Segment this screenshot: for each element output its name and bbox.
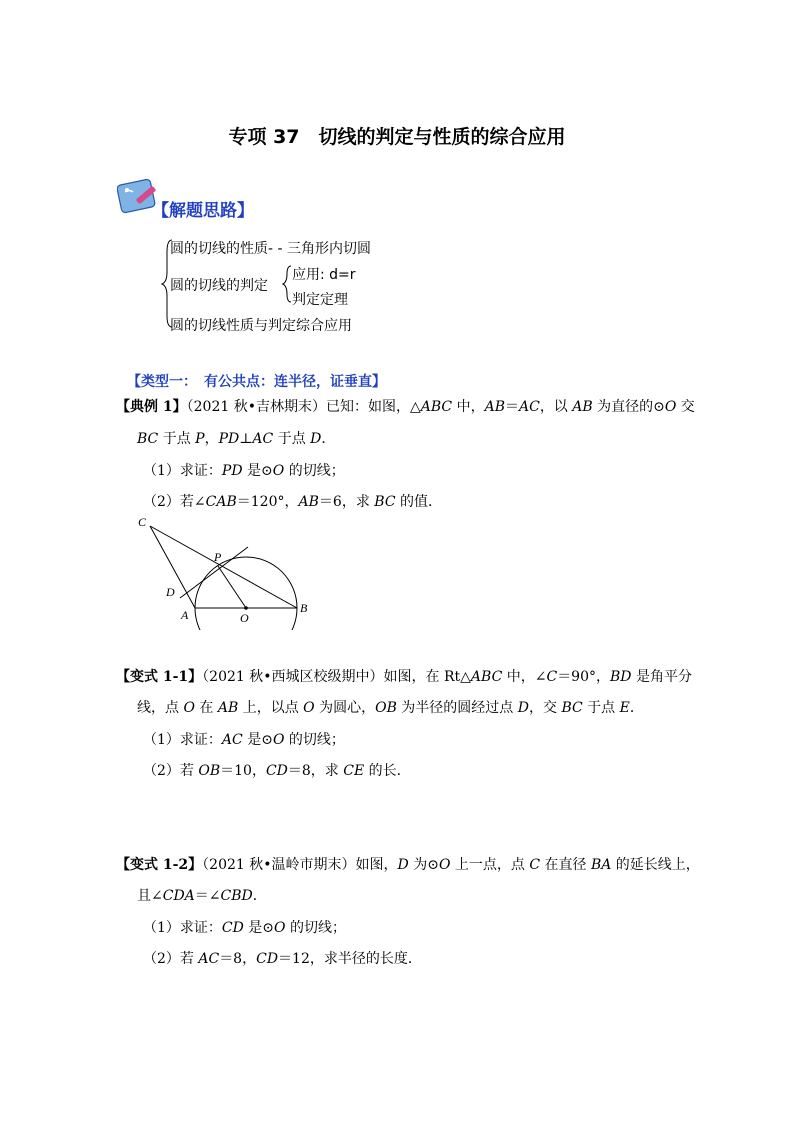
- variant-tag: 【变式 1-1】: [116, 669, 203, 685]
- mindmap-item-2: 圆的切线的判定: [170, 278, 268, 294]
- label-o: O: [240, 611, 249, 625]
- logo-label: 【解题思路】: [152, 201, 254, 221]
- example-1-question-2: （2）若∠CAB＝120°，AB＝6，求 BC 的值．: [143, 494, 442, 510]
- variant-1-2-question-2: （2）若 AC＝8，CD＝12，求半径的长度．: [143, 951, 422, 967]
- pencil-paper-icon: [117, 179, 156, 213]
- label-p: P: [214, 550, 222, 564]
- variant-1-1-line-2: 线，点 O 在 AB 上，以点 O 为圆心，OB 为半径的圆经过点 D，交 BC 于点 E．: [137, 700, 644, 716]
- example-1-line-2: BC 于点 P，PD⊥AC 于点 D．: [137, 431, 336, 447]
- geometry-figure: [132, 510, 322, 630]
- variant-1-2-line-1: 【变式 1-2】（2021 秋•温岭市期末）如图，D 为⊙O 上一点，点 C 在直径 BA 的延长线上，: [116, 857, 700, 873]
- variant-1-1-question-1: （1）求证：AC 是⊙O 的切线；: [143, 732, 345, 748]
- variant-tag: 【变式 1-2】: [116, 857, 203, 873]
- example-1-question-1: （1）求证：PD 是⊙O 的切线；: [143, 463, 345, 479]
- variant-1-1-question-2: （2）若 OB＝10，CD＝8，求 CE 的长．: [143, 763, 411, 779]
- variant-1-2-line-2: 且∠CDA＝∠CBD．: [137, 888, 267, 904]
- mindmap-item-2-sub-2: 判定定理: [292, 292, 348, 308]
- example-tag: 【典例 1】: [116, 399, 187, 415]
- label-a: A: [181, 608, 189, 622]
- variant-1-1-line-1: 【变式 1-1】（2021 秋•西城区校级期中）如图，在 Rt△ABC 中，∠C＝90°，BD 是角平分: [116, 669, 692, 685]
- mindmap-item-3: 圆的切线性质与判定综合应用: [170, 318, 352, 334]
- mindmap: [158, 232, 418, 342]
- label-c: C: [138, 515, 147, 529]
- example-1-line-1: 【典例 1】（2021 秋•吉林期末）已知：如图，△ABC 中，AB＝AC，以 AB 为直径的⊙O 交: [116, 399, 695, 415]
- variant-1-2-question-1: （1）求证：CD 是⊙O 的切线；: [143, 920, 346, 936]
- mindmap-item-2-sub-1: 应用: d=r: [292, 267, 356, 283]
- label-d: D: [166, 585, 175, 599]
- point-o: [244, 606, 248, 610]
- mindmap-item-1: 圆的切线的性质- - 三角形内切圆: [170, 241, 372, 257]
- label-b: B: [300, 601, 308, 615]
- section-heading: 【类型一： 有公共点：连半径，证垂直】: [127, 374, 386, 390]
- page-title: 专项 37 切线的判定与性质的综合应用: [228, 126, 566, 148]
